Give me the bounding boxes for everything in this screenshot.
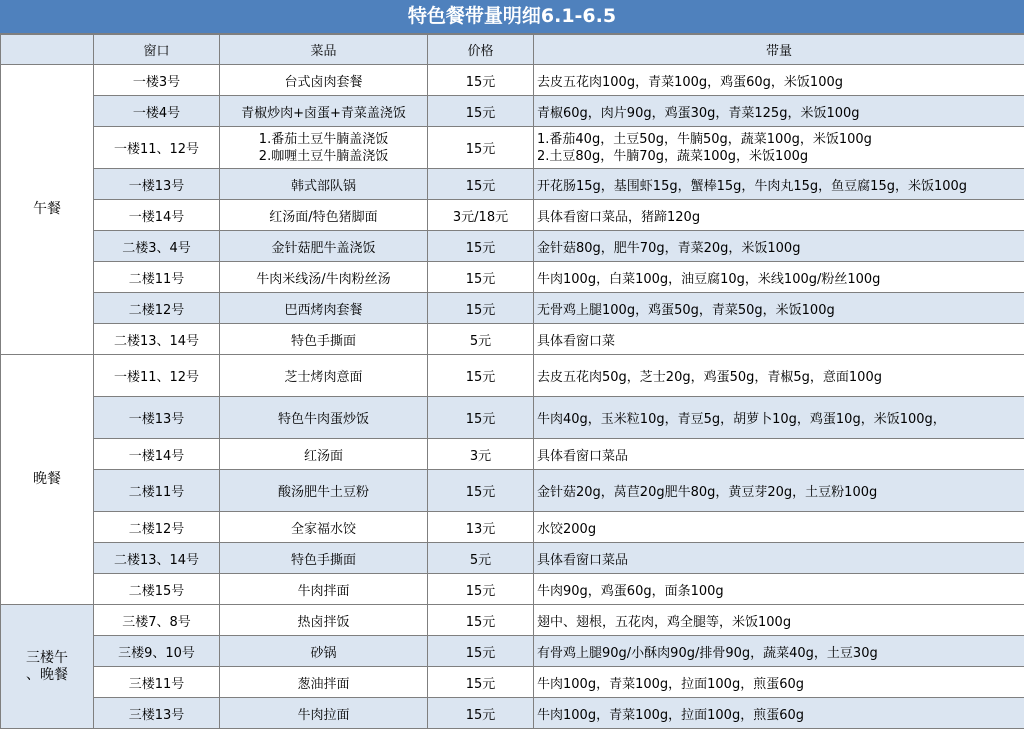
window-cell: 二楼12号	[94, 293, 220, 324]
price-cell: 15元	[428, 397, 534, 439]
table-row	[1, 200, 1024, 231]
portion-cell: 牛肉100g，青菜100g，拉面100g，煎蛋60g	[534, 667, 1024, 698]
table-row	[1, 324, 1024, 355]
header-window: 窗口	[94, 35, 220, 65]
dish-cell: 特色牛肉蛋炒饭	[220, 397, 428, 439]
dish-cell: 砂锅	[220, 636, 428, 667]
window-cell: 一楼13号	[94, 169, 220, 200]
window-cell: 二楼3、4号	[94, 231, 220, 262]
header-price: 价格	[428, 35, 534, 65]
window-cell: 二楼13、14号	[94, 543, 220, 574]
dish-cell: 特色手撕面	[220, 543, 428, 574]
window-cell: 一楼11、12号	[94, 127, 220, 169]
table-row	[1, 65, 1024, 96]
dish-cell: 台式卤肉套餐	[220, 65, 428, 96]
cell-line: 1.番茄40g，土豆50g，牛腩50g，蔬菜100g，米饭100g	[537, 131, 872, 147]
dish-cell: 牛肉米线汤/牛肉粉丝汤	[220, 262, 428, 293]
price-cell: 15元	[428, 127, 534, 169]
cell-line: 三楼午	[26, 649, 68, 666]
portion-cell: 翅中、翅根，五花肉，鸡全腿等，米饭100g	[534, 605, 1024, 636]
window-cell: 二楼13、14号	[94, 324, 220, 355]
cell-line: 、晚餐	[26, 666, 68, 683]
window-cell: 二楼11号	[94, 262, 220, 293]
dish-cell	[220, 127, 428, 169]
dish-cell: 酸汤肥牛土豆粉	[220, 470, 428, 512]
table-row	[1, 96, 1024, 127]
portion-cell: 去皮五花肉100g，青菜100g，鸡蛋60g，米饭100g	[534, 65, 1024, 96]
portion-cell: 牛肉100g，青菜100g，拉面100g，煎蛋60g	[534, 698, 1024, 729]
window-cell: 一楼3号	[94, 65, 220, 96]
portion-cell: 牛肉40g，玉米粒10g，青豆5g，胡萝卜10g，鸡蛋10g，米饭100g，	[534, 397, 1024, 439]
dish-cell: 红汤面/特色猪脚面	[220, 200, 428, 231]
price-cell: 15元	[428, 65, 534, 96]
price-cell: 15元	[428, 355, 534, 397]
cell-line: 1.番茄土豆牛腩盖浇饭	[258, 131, 389, 147]
meal-cell	[1, 605, 94, 729]
portion-cell: 有骨鸡上腿90g/小酥肉90g/排骨90g，蔬菜40g，土豆30g	[534, 636, 1024, 667]
portion-cell: 牛肉90g，鸡蛋60g，面条100g	[534, 574, 1024, 605]
dish-cell: 葱油拌面	[220, 667, 428, 698]
dish-cell: 热卤拌饭	[220, 605, 428, 636]
portion-cell: 具体看窗口菜品	[534, 439, 1024, 470]
table-row	[1, 355, 1024, 397]
table-row	[1, 667, 1024, 698]
header-dish: 菜品	[220, 35, 428, 65]
portion-cell: 无骨鸡上腿100g，鸡蛋50g，青菜50g，米饭100g	[534, 293, 1024, 324]
price-cell: 15元	[428, 262, 534, 293]
price-cell: 13元	[428, 512, 534, 543]
portion-cell: 具体看窗口菜	[534, 324, 1024, 355]
price-cell: 15元	[428, 96, 534, 127]
portion-cell: 青椒60g，肉片90g，鸡蛋30g，青菜125g，米饭100g	[534, 96, 1024, 127]
meal-cell: 晚餐	[1, 355, 94, 605]
cell-line: 2.土豆80g，牛腩70g，蔬菜100g，米饭100g	[537, 148, 809, 164]
price-cell: 3元	[428, 439, 534, 470]
dish-cell: 芝士烤肉意面	[220, 355, 428, 397]
portion-cell: 具体看窗口菜品，猪蹄120g	[534, 200, 1024, 231]
portion-cell: 水饺200g	[534, 512, 1024, 543]
table-row	[1, 512, 1024, 543]
window-cell: 一楼4号	[94, 96, 220, 127]
table-row	[1, 605, 1024, 636]
window-cell: 一楼11、12号	[94, 355, 220, 397]
price-cell: 5元	[428, 543, 534, 574]
portion-cell: 去皮五花肉50g，芝士20g，鸡蛋50g，青椒5g，意面100g	[534, 355, 1024, 397]
table-row	[1, 636, 1024, 667]
window-cell: 三楼7、8号	[94, 605, 220, 636]
window-cell: 二楼11号	[94, 470, 220, 512]
table-row	[1, 698, 1024, 729]
header-meal	[1, 35, 94, 65]
window-cell: 一楼14号	[94, 200, 220, 231]
dish-cell: 韩式部队锅	[220, 169, 428, 200]
table-row	[1, 470, 1024, 512]
price-cell: 15元	[428, 169, 534, 200]
table-row	[1, 169, 1024, 200]
table-row	[1, 127, 1024, 169]
window-cell: 一楼14号	[94, 439, 220, 470]
table-row	[1, 293, 1024, 324]
dish-cell: 特色手撕面	[220, 324, 428, 355]
portion-cell: 金针菇20g，莴苣20g肥牛80g，黄豆芽20g，土豆粉100g	[534, 470, 1024, 512]
meal-cell: 午餐	[1, 65, 94, 355]
sheet-title: 特色餐带量明细6.1-6.5	[0, 0, 1024, 34]
dish-cell: 金针菇肥牛盖浇饭	[220, 231, 428, 262]
header-row	[1, 35, 1024, 65]
dish-cell: 红汤面	[220, 439, 428, 470]
header-portion: 带量	[534, 35, 1024, 65]
table-row	[1, 231, 1024, 262]
table-row	[1, 397, 1024, 439]
window-cell: 二楼12号	[94, 512, 220, 543]
portion-cell: 金针菇80g，肥牛70g，青菜20g，米饭100g	[534, 231, 1024, 262]
table-body	[1, 65, 1024, 729]
cell-line: 2.咖喱土豆牛腩盖浇饭	[258, 148, 389, 164]
price-cell: 15元	[428, 605, 534, 636]
window-cell: 一楼13号	[94, 397, 220, 439]
table-row	[1, 262, 1024, 293]
dish-cell: 牛肉拉面	[220, 698, 428, 729]
price-cell: 3元/18元	[428, 200, 534, 231]
table-row	[1, 574, 1024, 605]
portion-cell: 牛肉100g，白菜100g，油豆腐10g，米线100g/粉丝100g	[534, 262, 1024, 293]
price-cell: 15元	[428, 231, 534, 262]
table-row	[1, 543, 1024, 574]
portion-cell: 具体看窗口菜品	[534, 543, 1024, 574]
menu-table	[0, 34, 1024, 729]
price-cell: 15元	[428, 636, 534, 667]
price-cell: 15元	[428, 667, 534, 698]
price-cell: 5元	[428, 324, 534, 355]
dish-cell: 青椒炒肉+卤蛋+青菜盖浇饭	[220, 96, 428, 127]
table-row	[1, 439, 1024, 470]
price-cell: 15元	[428, 293, 534, 324]
portion-cell	[534, 127, 1024, 169]
portion-cell: 开花肠15g，基围虾15g，蟹棒15g，牛肉丸15g，鱼豆腐15g，米饭100g	[534, 169, 1024, 200]
price-cell: 15元	[428, 470, 534, 512]
window-cell: 二楼15号	[94, 574, 220, 605]
price-cell: 15元	[428, 698, 534, 729]
price-cell: 15元	[428, 574, 534, 605]
dish-cell: 全家福水饺	[220, 512, 428, 543]
window-cell: 三楼11号	[94, 667, 220, 698]
dish-cell: 巴西烤肉套餐	[220, 293, 428, 324]
window-cell: 三楼9、10号	[94, 636, 220, 667]
dish-cell: 牛肉拌面	[220, 574, 428, 605]
window-cell: 三楼13号	[94, 698, 220, 729]
